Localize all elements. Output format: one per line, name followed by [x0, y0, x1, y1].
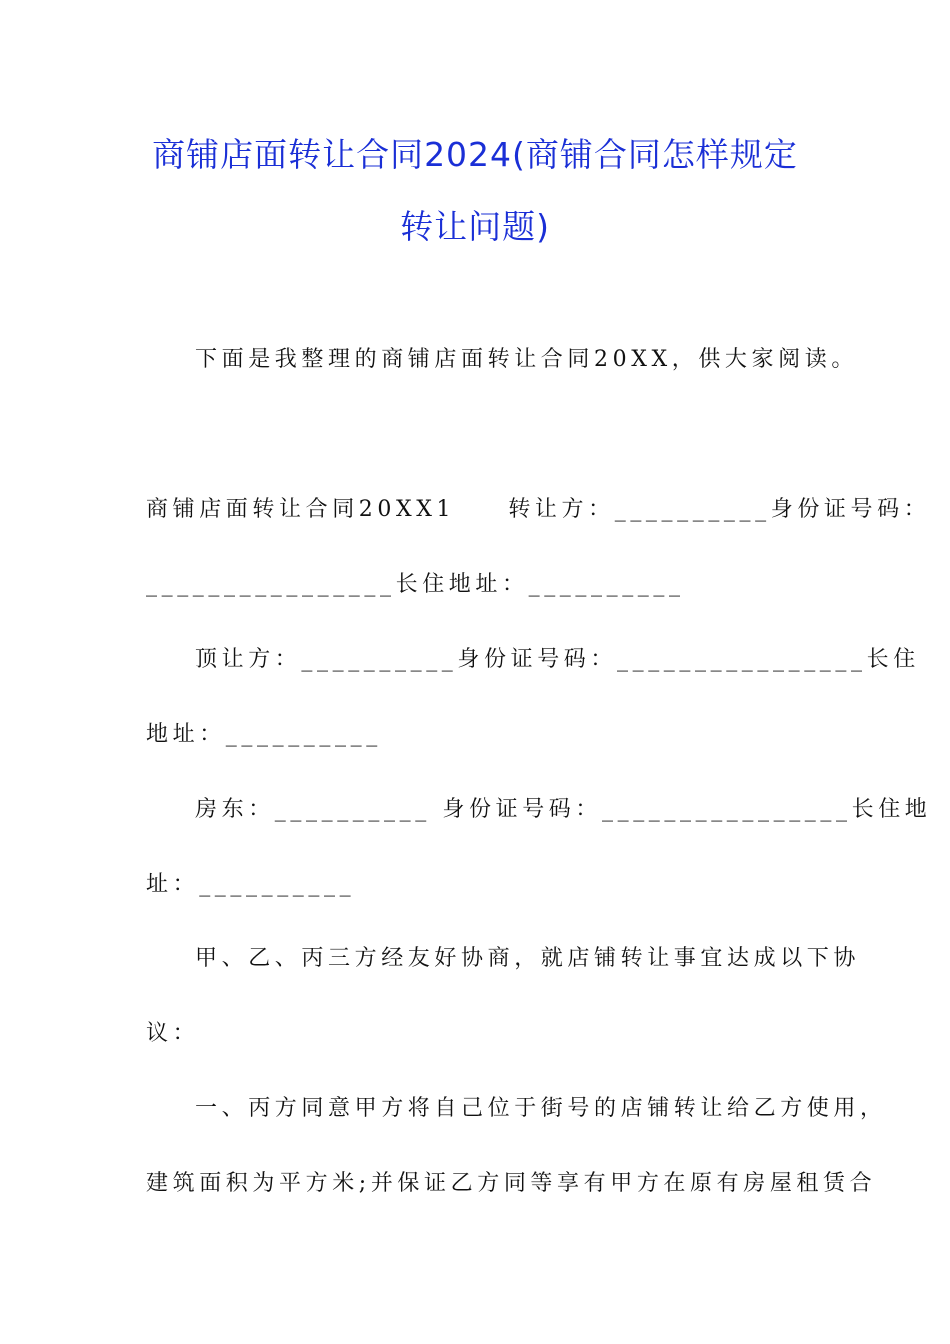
transferor-address-line: ________________长住地址：__________	[146, 572, 685, 597]
agreement-paragraph-cont: 议：	[146, 1021, 200, 1046]
agreement-paragraph: 甲、乙、丙三方经友好协商，就店铺转让事宜达成以下协	[195, 946, 861, 971]
transferee-line: 顶让方：__________身份证号码：________________长住	[195, 647, 920, 672]
contract-heading-line: 商铺店面转让合同20XX1 转让方：__________身份证号码：	[146, 497, 931, 522]
intro-paragraph: 下面是我整理的商铺店面转让合同20XX，供大家阅读。	[195, 347, 858, 372]
document-title-line-2: 转让问题)	[400, 207, 550, 246]
clause-one: 一、丙方同意甲方将自己位于街号的店铺转让给乙方使用，	[195, 1096, 887, 1121]
clause-one-cont: 建筑面积为平方米;并保证乙方同等享有甲方在原有房屋租赁合	[146, 1171, 877, 1196]
document-title-line-1: 商铺店面转让合同2024(商铺合同怎样规定	[152, 135, 798, 174]
landlord-address-line: 址：__________	[146, 872, 356, 897]
transferee-address-line: 地址：__________	[146, 722, 382, 747]
landlord-line: 房东：__________ 身份证号码：________________长住地	[195, 797, 932, 822]
